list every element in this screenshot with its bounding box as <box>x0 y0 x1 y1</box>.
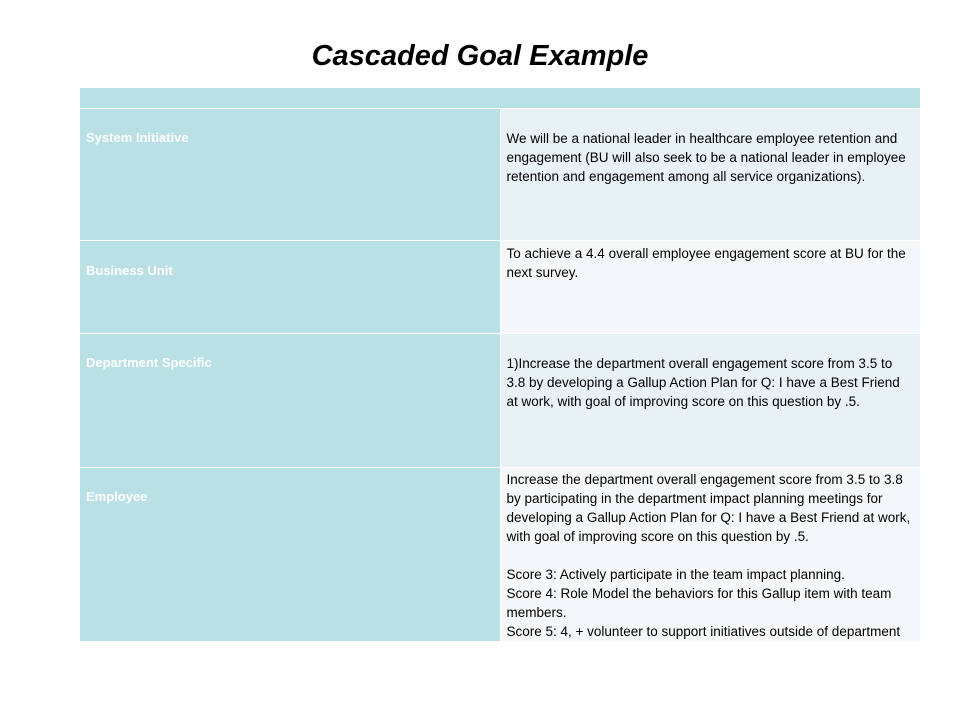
table-header-row <box>80 88 920 109</box>
row-content: Increase the department overall engagement score from 3.5 to 3.8 by participating in the department impact planning meetings for developing a Gallup Action Plan for Q: I have a Best Friend at work, with goal of improving score on this question by .5. Score 3: Actively participate in the team impact planning. Score 4: Role Model the behaviors for this Gallup item with team members. Score 5: 4, + volunteer to support initiatives outside of department <box>506 472 911 639</box>
table-row-business-unit <box>80 241 920 334</box>
row-content-cell <box>500 468 920 642</box>
row-label: System Initiative <box>86 130 189 145</box>
row-label: Department Specific <box>86 355 212 370</box>
slide-title: Cascaded Goal Example <box>311 40 649 72</box>
table-row-department-specific <box>80 334 920 468</box>
row-label-cell <box>80 241 500 334</box>
row-label: Business Unit <box>86 263 173 278</box>
row-content: We will be a national leader in healthcare employee retention and engagement (BU will also seek to be a national leader in employee retention and engagement among all service organizations). <box>506 131 906 184</box>
row-content: 1)Increase the department overall engagement score from 3.5 to 3.8 by developing a Gallup Action Plan for Q: I have a Best Friend at work, with goal of improving score on this question by .5. <box>506 356 900 409</box>
cascaded-goal-table <box>80 88 920 642</box>
row-content: To achieve a 4.4 overall employee engagement score at BU for the next survey. <box>506 246 906 280</box>
row-label-cell <box>80 334 500 468</box>
row-label-cell <box>80 468 500 642</box>
row-label-cell <box>80 109 500 241</box>
table-header-cell <box>80 88 920 109</box>
row-content-cell <box>500 241 920 334</box>
row-content-cell <box>500 109 920 241</box>
table-row-system-initiative <box>80 109 920 241</box>
table-row-employee <box>80 468 920 642</box>
row-label: Employee <box>86 489 148 504</box>
row-content-cell <box>500 334 920 468</box>
